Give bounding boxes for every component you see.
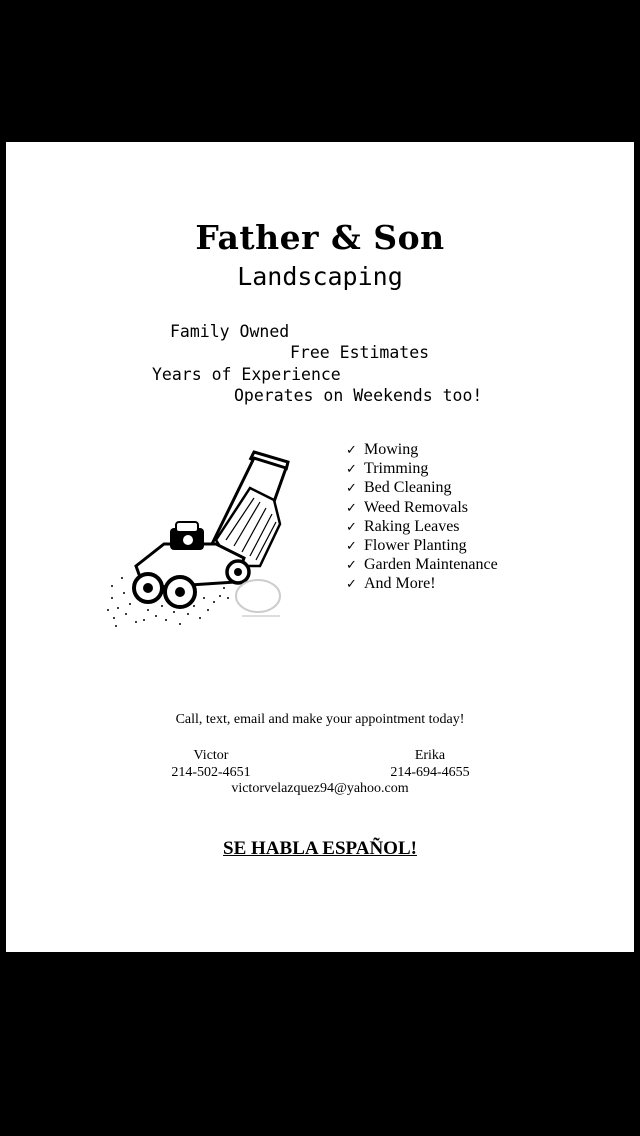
spanish-notice: SE HABLA ESPAÑOL! (223, 838, 417, 859)
checkmark-icon: ✓ (346, 462, 357, 478)
service-label: Raking Leaves (364, 517, 460, 535)
contact-erika (376, 747, 484, 781)
checkmark-icon: ✓ (346, 519, 357, 535)
checkmark-icon: ✓ (346, 481, 357, 497)
contact-email: victorvelazquez94@yahoo.com (231, 781, 409, 796)
flyer-title: Father & Son (195, 218, 445, 257)
list-item (346, 574, 498, 593)
flyer-page (6, 142, 634, 952)
checkmark-icon: ✓ (346, 577, 357, 593)
service-label: And More! (364, 575, 436, 593)
list-item (346, 536, 498, 555)
contact-phone: 214-694-4655 (390, 765, 470, 780)
list-item (346, 459, 498, 478)
service-label: Garden Maintenance (364, 556, 498, 574)
checkmark-icon: ✓ (346, 443, 357, 458)
list-item (346, 517, 498, 536)
checkmark-icon: ✓ (346, 558, 357, 574)
checkmark-icon: ✓ (346, 500, 357, 516)
contact-victor (156, 747, 266, 781)
services-list (346, 440, 498, 594)
service-label: Bed Cleaning (364, 479, 452, 497)
checkmark-icon: ✓ (346, 538, 357, 554)
tagline-family-owned: Family Owned (170, 322, 290, 341)
lawn-mower-icon (104, 448, 290, 630)
contact-name: Victor (193, 748, 229, 763)
tagline-weekends: Operates on Weekends too! (234, 386, 483, 405)
service-label: Mowing (364, 441, 419, 458)
list-item (346, 498, 498, 517)
flyer-subtitle: Landscaping (237, 262, 403, 291)
contact-phone: 214-502-4651 (171, 765, 251, 780)
list-item (346, 555, 498, 574)
contact-name: Erika (414, 748, 446, 763)
service-label: Trimming (364, 460, 429, 478)
list-item (346, 440, 498, 459)
service-label: Weed Removals (364, 498, 469, 516)
list-item (346, 478, 498, 497)
call-to-action: Call, text, email and make your appointment today! (175, 712, 465, 727)
tagline-free-estimates: Free Estimates (290, 343, 430, 362)
service-label: Flower Planting (364, 536, 467, 554)
tagline-experience: Years of Experience (152, 365, 341, 384)
